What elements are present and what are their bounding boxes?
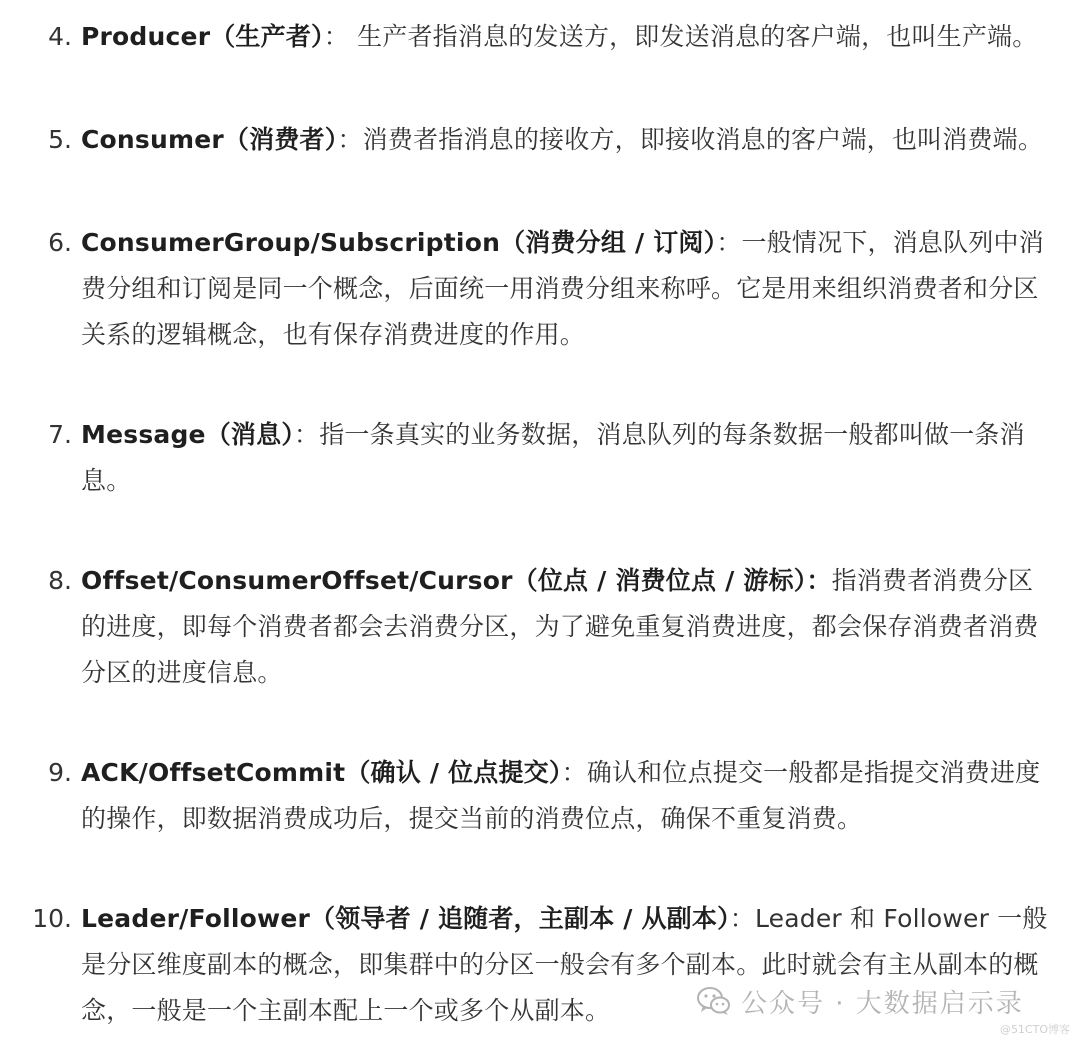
item-term: ACK/OffsetCommit（确认 / 位点提交） bbox=[81, 758, 562, 787]
item-text bbox=[81, 412, 1056, 504]
item-description: ：消费者指消息的接收方，即接收消息的客户端，也叫消费端。 bbox=[337, 125, 1044, 154]
item-text bbox=[81, 117, 1056, 163]
item-text bbox=[81, 220, 1056, 358]
item-term: Producer（生产者） bbox=[81, 22, 324, 51]
item-description: 指消费者消费分区的进度，即每个消费者都会去消费分区，为了避免重复消费进度，都会保存消费者消费分区的进度信息。 bbox=[81, 566, 1039, 687]
item-text bbox=[81, 558, 1056, 696]
item-number: 5. bbox=[48, 125, 72, 154]
item-description: ：确认和位点提交一般都是指提交消费进度的操作，即数据消费成功后，提交当前的消费位点，确保不重复消费。 bbox=[81, 758, 1041, 833]
item-number: 6. bbox=[48, 228, 72, 257]
item-term: Offset/ConsumerOffset/Cursor（位点 / 消费位点 / 游标）： bbox=[81, 566, 832, 595]
item-description: ：指一条真实的业务数据，消息队列的每条数据一般都叫做一条消息。 bbox=[81, 420, 1025, 495]
wechat-icon bbox=[697, 986, 731, 1016]
item-description: ： 生产者指消息的发送方，即发送消息的客户端，也叫生产端。 bbox=[323, 22, 1038, 51]
item-term: Leader/Follower（领导者 / 追随者，主副本 / 从副本） bbox=[81, 904, 730, 933]
item-number: 10. bbox=[32, 904, 72, 933]
item-number: 9. bbox=[48, 758, 72, 787]
item-text bbox=[81, 14, 1056, 60]
item-description: ：Leader 和 Follower 一般是分区维度副本的概念，即集群中的分区一般会有多个副本。此时就会有主从副本的概念，一般是一个主副本配上一个或多个从副本。 bbox=[81, 904, 1048, 1025]
watermark-text: 公众号 · 大数据启示录 bbox=[741, 988, 1024, 1019]
item-number: 7. bbox=[48, 420, 72, 449]
item-number: 8. bbox=[48, 566, 72, 595]
item-number: 4. bbox=[48, 22, 72, 51]
corner-watermark: @51CTO博客 bbox=[999, 1023, 1070, 1036]
wechat-watermark bbox=[697, 978, 1024, 1024]
item-term: Message（消息） bbox=[81, 420, 295, 449]
item-description: ：一般情况下，消息队列中消费分组和订阅是同一个概念，后面统一用消费分组来称呼。它是用来组织消费者和分区关系的逻辑概念，也有保存消费进度的作用。 bbox=[81, 228, 1044, 349]
item-term: ConsumerGroup/Subscription（消费分组 / 订阅） bbox=[81, 228, 717, 257]
item-text bbox=[81, 750, 1056, 842]
item-term: Consumer（消费者） bbox=[81, 125, 338, 154]
